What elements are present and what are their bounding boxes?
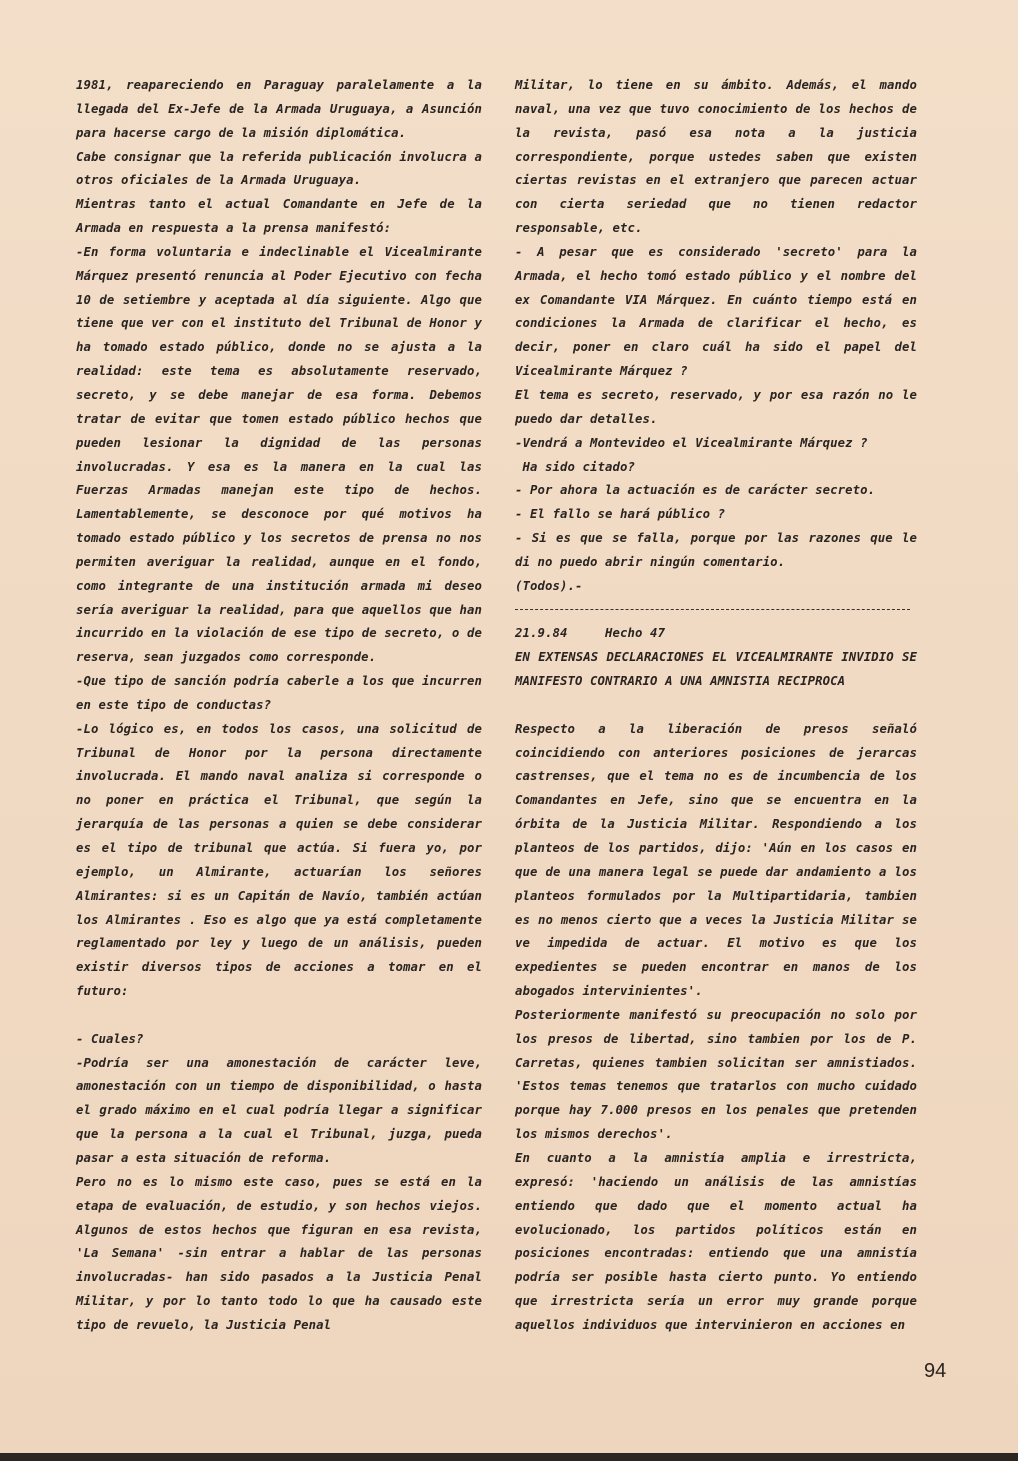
right-column bbox=[515, 74, 917, 1338]
paragraph: Mientras tanto el actual Comandante en Jefe de la Armada en respuesta a la prensa manifestó: bbox=[76, 197, 482, 236]
paragraph: - El fallo se hará público ? bbox=[515, 507, 726, 522]
headline: EN EXTENSAS DECLARACIONES EL VICEALMIRANTE INVIDIO SE MANIFESTO CONTRARIO A UNA AMNISTIA RECIPROCA bbox=[515, 650, 917, 689]
page-number: 94 bbox=[924, 1360, 947, 1382]
paragraph: -Que tipo de sanción podría caberle a los que incurren en este tipo de conductas? bbox=[76, 674, 482, 712]
paragraph: Pero no es lo mismo este caso, pues se está en la etapa de evaluación, de estudio, y son hechos viejos. Algunos de estos hechos que figuran en esa revista, 'La Semana' -sin entrar a hablar de las personas involucradas- han sido pasados a la Justicia Penal Militar, y por lo tanto todo lo que ha causado este tipo de revuelo, la Justicia Penal bbox=[76, 1174, 482, 1332]
paragraph: En cuanto a la amnistía amplia e irrestricta, expresó: 'haciendo un análisis de las amnistías entiendo que dado que el momento actual ha evolucionado, los partidos políticos están en posiciones encontradas: entiendo que una amnistía podría ser posible hasta cierto punto. Yo entiendo que irrestricta sería un error muy grande porque aquellos individuos que intervinieron en acciones en bbox=[515, 1150, 917, 1332]
paragraph: -Vendrá a Montevideo el Vicealmirante Márquez ? bbox=[515, 435, 868, 450]
paragraph: 1981, reapareciendo en Paraguay paralelamente a la llegada del Ex-Jefe de la Armada Uruguaya, a Asunción para hacerse cargo de la misión diplomática. bbox=[76, 78, 482, 140]
paragraph: (Todos).- bbox=[515, 578, 583, 593]
paragraph: - Por ahora la actuación es de carácter secreto. bbox=[515, 483, 876, 498]
paragraph: Respecto a la liberación de presos señaló coincidiendo con anteriores posiciones de jerarcas castrenses, que el tema no es de incumbencia de los Comandantes en Jefe, sino que se encuentra en la órbita de la Justicia Militar. Respondiendo a los planteos de los partidos, dijo: 'Aún en los casos en que de una manera legal se puede dar andamiento a los planteos formulados por la Multipartidaria, tambien es no menos cierto que a veces la Justicia Militar se ve impedida de actuar. El motivo es que los expedientes se pueden encontrar en manos de los abogados intervinientes'. bbox=[515, 721, 917, 999]
paragraph: Ha sido citado? bbox=[515, 459, 636, 474]
paragraph: - Si es que se falla, porque por las razones que le di no puedo abrir ningún comentario. bbox=[515, 531, 917, 569]
paragraph: -Podría ser una amonestación de carácter leve, amonestación con un tiempo de disponibilidad, o hasta el grado máximo en el cual podría llegar a significar que la persona a la cual el Tribunal, juzga, pueda pasar a esta situación de reforma. bbox=[76, 1055, 482, 1165]
paragraph: Posteriormente manifestó su preocupación no solo por los presos de libertad, sino tambien por los de P. Carretas, quienes tambien solicitan ser amnistiados. 'Estos temas tenemos que tratarlos con mucho cuidado porque hay 7.000 presos en los penales que pretenden los mismos derechos'. bbox=[515, 1007, 917, 1142]
paragraph: Cabe consignar que la referida publicación involucra a otros oficiales de la Armada Uruguaya. bbox=[76, 149, 482, 188]
paragraph: -Lo lógico es, en todos los casos, una solicitud de Tribunal de Honor por la persona directamente involucrada. El mando naval analiza si corresponde o no poner en práctica el Tribunal, que según la jerarquía de las personas a quien se debe considerar es el tipo de tribunal que actúa. Si fuera yo, por ejemplo, un Almirante, actuarían los señores Almirantes: si es un Capitán de Navío, también actúan los Almirantes . Eso es algo que ya está completamente reglamentado por ley y luego de un análisis, pueden existir diversos tipos de acciones a tomar en el futuro: bbox=[76, 721, 482, 999]
left-column bbox=[76, 74, 482, 1338]
entry-date-number: 21.9.84 Hecho 47 bbox=[515, 626, 666, 641]
scan-edge bbox=[0, 1453, 1018, 1461]
paragraph: -En forma voluntaria e indeclinable el Vicealmirante Márquez presentó renuncia al Poder Ejecutivo con fecha 10 de setiembre y aceptada al día siguiente. Algo que tiene que ver con el instituto del Tribunal de Honor y ha tomado estado público, donde no se ajusta a la realidad: este tema es absolutamente reservado, secreto, y se debe manejar de esa forma. Debemos tratar de evitar que tomen estado público hechos que pueden lesionar la dignidad de las personas involucradas. Y esa es la manera en la cual las Fuerzas Armadas manejan este tipo de hechos. Lamentablemente, se desconoce por qué motivos ha tomado estado público y los secretos de prensa no nos permiten averiguar la realidad, aunque en el fondo, como integrante de una institución armada mi deseo sería averiguar la realidad, para que aquellos que han incurrido en la violación de ese tipo de secreto, o de reserva, sean juzgados como corresponde. bbox=[76, 244, 482, 665]
section-divider bbox=[515, 599, 917, 623]
paragraph: - A pesar que es considerado 'secreto' para la Armada, el hecho tomó estado público y el nombre del ex Comandante VIA Márquez. En cuánto tiempo está en condiciones la Armada de clarificar el hecho, es decir, poner en claro cuál ha sido el papel del Vicealmirante Márquez ? bbox=[515, 244, 917, 379]
paragraph: Militar, lo tiene en su ámbito. Además, el mando naval, una vez que tuvo conocimiento de los hechos de la revista, pasó esa nota a la justicia correspondiente, porque ustedes saben que existen ciertas revistas en el extranjero que parecen actuar con cierta seriedad que no tienen redactor responsable, etc. bbox=[515, 78, 917, 236]
paragraph: El tema es secreto, reservado, y por esa razón no le puedo dar detalles. bbox=[515, 387, 917, 426]
paragraph: - Cuales? bbox=[76, 1031, 144, 1046]
